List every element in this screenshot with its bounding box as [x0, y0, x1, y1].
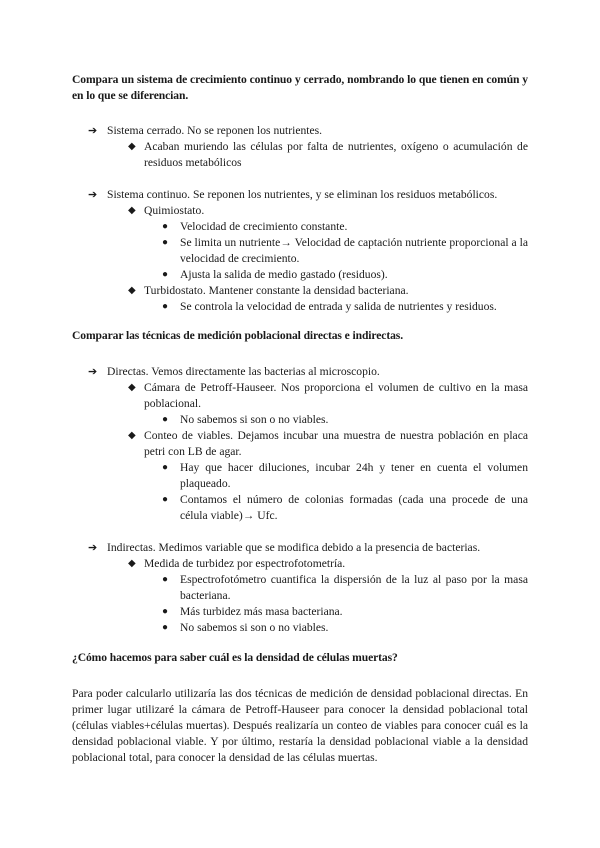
question-3-heading: ¿Cómo hacemos para saber cuál es la densidad de células muertas? [72, 651, 398, 664]
conteo-label: Conteo de viables. Dejamos incubar una muestra de nuestra población en placa petri con LB de agar. [144, 429, 528, 458]
question-2-heading: Comparar las técnicas de medición poblacional directas e indirectas. [72, 329, 404, 342]
dot-bullet-icon: ● [162, 237, 169, 248]
closed-system-section [72, 123, 528, 171]
conteo-detail-text: Contamos el número de colonias formadas (cada una procede de una célula viable)→ Ufc. [180, 493, 528, 522]
turbidez-detail-text: No sabemos si son o no viables. [180, 621, 329, 634]
diamond-bullet-icon: ◆ [128, 205, 136, 216]
diamond-bullet-icon: ◆ [128, 141, 136, 152]
answer-paragraph: Para poder calcularlo utilizaría las dos técnicas de medición de densidad poblacional directas. En primer lugar utilizaré la cámara de Petroff-Hauseer para conocer la densidad poblacional total (células viables+células muertas). Después realizaría un conteo de viables para conocer cuál es la densidad poblacional viable. Y por último, restaría la densidad poblacional viable a la densidad poblacional total, para conocer la densidad de las células muertas. [72, 687, 528, 764]
turbidez-detail-text: Más turbidez más masa bacteriana. [180, 605, 343, 618]
closed-system-detail [72, 139, 528, 171]
quimiostato-detail-3 [72, 267, 528, 283]
dot-bullet-icon: ● [162, 494, 169, 505]
quimiostato-detail-1 [72, 219, 528, 235]
question-1-heading: Compara un sistema de crecimiento continuo y cerrado, nombrando lo que tienen en común y en lo que se diferencian. [72, 73, 528, 102]
diamond-bullet-icon: ◆ [128, 558, 136, 569]
dot-bullet-icon: ● [162, 622, 169, 633]
turbidostato-item [72, 283, 528, 299]
conteo-item [72, 428, 528, 460]
continuous-system-item [72, 187, 528, 203]
arrow-bullet-icon: ➔ [88, 366, 98, 378]
turbidez-detail-3 [72, 620, 528, 636]
camara-label: Cámara de Petroff-Hauseer. Nos proporciona el volumen de cultivo en la masa poblacional. [144, 381, 528, 410]
turbidostato-detail-text: Se controla la velocidad de entrada y salida de nutrientes y residuos. [180, 300, 497, 313]
direct-methods-label: Directas. Vemos directamente las bacterias al microscopio. [107, 365, 380, 378]
direct-methods-section [72, 364, 528, 524]
arrow-bullet-icon: ➔ [88, 542, 98, 554]
closed-system-detail-text: Acaban muriendo las células por falta de nutrientes, oxígeno o acumulación de residuos metabólicos [144, 140, 528, 169]
conteo-detail-2 [72, 492, 528, 524]
arrow-bullet-icon: ➔ [88, 189, 98, 201]
turbidostato-label: Turbidostato. Mantener constante la densidad bacteriana. [144, 284, 409, 297]
conteo-detail-text: Hay que hacer diluciones, incubar 24h y tener en cuenta el volumen plaqueado. [180, 461, 528, 490]
turbidez-detail-text: Espectrofotómetro cuantifica la dispersión de la luz al paso por la masa bacteriana. [180, 573, 528, 602]
quimiostato-detail-text: Ajusta la salida de medio gastado (residuos). [180, 268, 388, 281]
diamond-bullet-icon: ◆ [128, 430, 136, 441]
dot-bullet-icon: ● [162, 414, 169, 425]
indirect-methods-label: Indirectas. Medimos variable que se modifica debido a la presencia de bacterias. [107, 541, 481, 554]
turbidostato-detail-1 [72, 299, 528, 315]
camara-item [72, 380, 528, 412]
arrow-bullet-icon: ➔ [88, 125, 98, 137]
quimiostato-label: Quimiostato. [144, 204, 205, 217]
turbidez-detail-1 [72, 572, 528, 604]
turbidez-detail-2 [72, 604, 528, 620]
closed-system-item [72, 123, 528, 139]
indirect-methods-section [72, 540, 528, 636]
continuous-system-label: Sistema continuo. Se reponen los nutrientes, y se eliminan los residuos metabólicos. [107, 188, 498, 201]
quimiostato-detail-text: Velocidad de crecimiento constante. [180, 220, 348, 233]
diamond-bullet-icon: ◆ [128, 285, 136, 296]
turbidez-label: Medida de turbidez por espectrofotometría. [144, 557, 346, 570]
diamond-bullet-icon: ◆ [128, 382, 136, 393]
quimiostato-detail-2 [72, 235, 528, 267]
camara-detail-text: No sabemos si son o no viables. [180, 413, 329, 426]
dot-bullet-icon: ● [162, 221, 169, 232]
dot-bullet-icon: ● [162, 574, 169, 585]
camara-detail-1 [72, 412, 528, 428]
closed-system-label: Sistema cerrado. No se reponen los nutrientes. [107, 124, 323, 137]
quimiostato-detail-text: Se limita un nutriente→ Velocidad de captación nutriente proporcional a la velocidad de crecimiento. [180, 236, 528, 265]
dot-bullet-icon: ● [162, 462, 169, 473]
quimiostato-item [72, 203, 528, 219]
conteo-detail-1 [72, 460, 528, 492]
turbidez-item [72, 556, 528, 572]
dot-bullet-icon: ● [162, 606, 169, 617]
direct-methods-item [72, 364, 528, 380]
dot-bullet-icon: ● [162, 269, 169, 280]
continuous-system-section [72, 187, 528, 315]
indirect-methods-item [72, 540, 528, 556]
dot-bullet-icon: ● [162, 301, 169, 312]
